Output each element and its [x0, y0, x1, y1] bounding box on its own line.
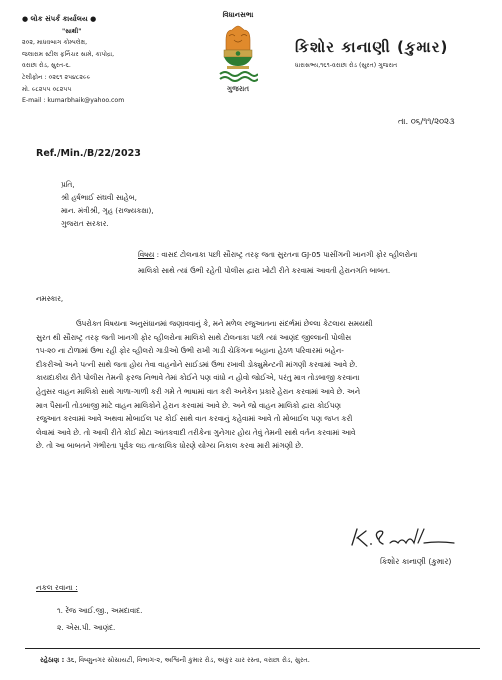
office-name: ● લોક સંપર્ક કાર્યાલય ● [22, 15, 97, 23]
greeting: નમસ્કાર, [36, 294, 64, 303]
letter-body [36, 317, 473, 453]
office-subname: "સાથી" [62, 27, 82, 35]
office-address-line: વરાછા રોડ, સુરત-૬. [22, 62, 71, 70]
footer-address-text: ૩૬, વિષ્ણુનગર સોસાયટી, વિભાગ-૨, અશ્વિની કુમાર રોડ, અંકુર ચાર રસ્તા, વરાછા રોડ, સુરત. [66, 656, 310, 664]
signature-image [348, 525, 458, 555]
recipient-line: ગુજરાત સરકાર. [61, 219, 109, 228]
footer-label: રહેઠાણ : [40, 656, 65, 664]
office-mobile: મો. ૯૮૨૫૫ ૦૮૨૫૫ [22, 85, 72, 93]
subject-label: વિષય [138, 250, 155, 259]
body-line: રજુઆત કરવામાં આવે અથવા મોબાઈલ પર કોઈ સાથે વાત કરવાનું કહેવામાં આવે તો મોબાઈલ પણ જપ્ત કરી [36, 414, 353, 424]
copy-list [57, 602, 143, 636]
office-email: E-mail : kumarbhaik@yahoo.com [22, 97, 125, 105]
emblem-top-label: વિધાનસભા [222, 10, 254, 19]
body-line: સુરત થી સૌરાષ્ટ્ર તરફ જતી ખાનગી ફોર વ્હીલરોના માલિકો સાથે ટોલનાકા પછી ત્યાં આણંદ જીલ્લાની પોલીસ [36, 332, 352, 342]
office-info [22, 14, 202, 107]
signer-name: કિશોર કાનાણી (કુમાર) [380, 557, 452, 566]
body-line: દીકરીઓ અને પત્ની સાથે જતા હોય તેવા વાહનોને સાઈડમાં ઉભા રખાવી ડોક્યુમેન્ટની માંગણી કરવામાં આવે છે. [36, 359, 358, 369]
copy-heading: નકલ રવાના : [36, 583, 78, 592]
emblem-bottom-label: ગુજરાત [226, 84, 250, 93]
letter-date: તા. ૦૬/૧૧/૨૦૨૩ [398, 116, 455, 126]
emblem-icon [218, 22, 258, 84]
mla-header [295, 38, 495, 70]
body-line: હેતુસર વાહન માલિકો સાથે ગાળા-ગાળી કરી ગમે તે ભાષામાં વાત કરી અનેકેન પ્રકારે હેરાન કરવામાં આવે છે. અને [36, 386, 361, 396]
office-address-line: ૨૦૨, માધવબાગ કોમ્પલેક્ષ, [22, 39, 88, 47]
office-phone: ટેલીફોન : ૦૨૬૧ ૨૫૪૮૨૯૯ [22, 73, 91, 81]
body-line: ઉપરોક્ત વિષયના અનુસંધાનમાં જણાવવાનું કે, મને મળેલ રજુઆતના સંદર્ભમાં છેલ્લા કેટલાય સમયથી [76, 319, 373, 328]
body-line: છે. તો આ બાબતને ગંભીરતા પૂર્વક લઇ તાત્કાલિક ધોરણે યોગ્ય નિકાલ કરવા મારી માંગણી છે. [36, 441, 304, 451]
copy-item: ૨. એસ.પી. આણંદ. [57, 623, 116, 632]
footer-divider [25, 648, 480, 649]
office-address-line: જલારામ સ્ટીલ ફર્નિચર સામે, કાપોદ્રા, [22, 50, 115, 58]
subject-line: : વાસદ ટોલનાકા પછી સૌરાષ્ટ્ર તરફ જતા સુરતના GJ-05 પાસીંગની ખાનગી ફોર વ્હીલરોના [156, 250, 418, 259]
emblem-block [209, 10, 267, 94]
subject-line: માલિકો સાથે ત્યાં ઉભી રહેતી પોલીસ દ્વારા ખોટી રીતે કરવામાં આવતી હેરાનગતિ બાબત. [138, 266, 391, 275]
body-line: લેવામાં આવે છે. તો આવી રીતે કોઈ મોટા આંતકવાદી તરીકેના ગુનેગાર હોય તેવું તેમની સાથે વર્તન કરવામાં આવે [36, 427, 356, 437]
recipient-line: શ્રી હર્ષભાઈ સંઘવી સાહેબ, [61, 193, 137, 202]
recipient-line: પ્રતિ, [61, 180, 75, 189]
footer-address [40, 656, 310, 665]
body-line: માત્ર પૈસાની તોડબાજી માટે વાહન માલિકોને હેરાન કરવામાં આવે છે. અને જો વાહન માલિકો દ્વારા કોઈપણ [36, 400, 341, 410]
subject-block [138, 247, 478, 279]
letter-reference: Ref./Min./B/22/2023 [36, 148, 141, 159]
body-line: કાયદાકીય રીતે પોલીસ તેમની ફરજ નિભાવે તેમાં કોઈને પણ વાંધો ન હોવો જોઈએ, પરંતુ માત્ર તોડબાજી કરવાના [36, 373, 360, 383]
recipient-line: માન. મંત્રીશ્રી, ગૃહ (રાજ્યકક્ષા), [61, 206, 154, 215]
mla-constituency: ધારાસભ્ય,૧૬૧-વરાછા રોડ (સુરત) ગુજરાત [295, 62, 398, 69]
recipient-address [61, 178, 154, 230]
copy-item: ૧. રેંજ આઈ.જી., અમદાવાદ. [57, 606, 143, 615]
mla-name: કિશોર કાનાણી (કુમાર) [295, 38, 449, 56]
body-line: ૧૫-૨૦ ના ટોળામાં ઉભા રહી ફોર વ્હીલરો ગાડીઓ ઉભી રાખી ગાડી ચેકિંગના બહાના હેઠળ પરિવારમાં બહેન- [36, 346, 344, 356]
